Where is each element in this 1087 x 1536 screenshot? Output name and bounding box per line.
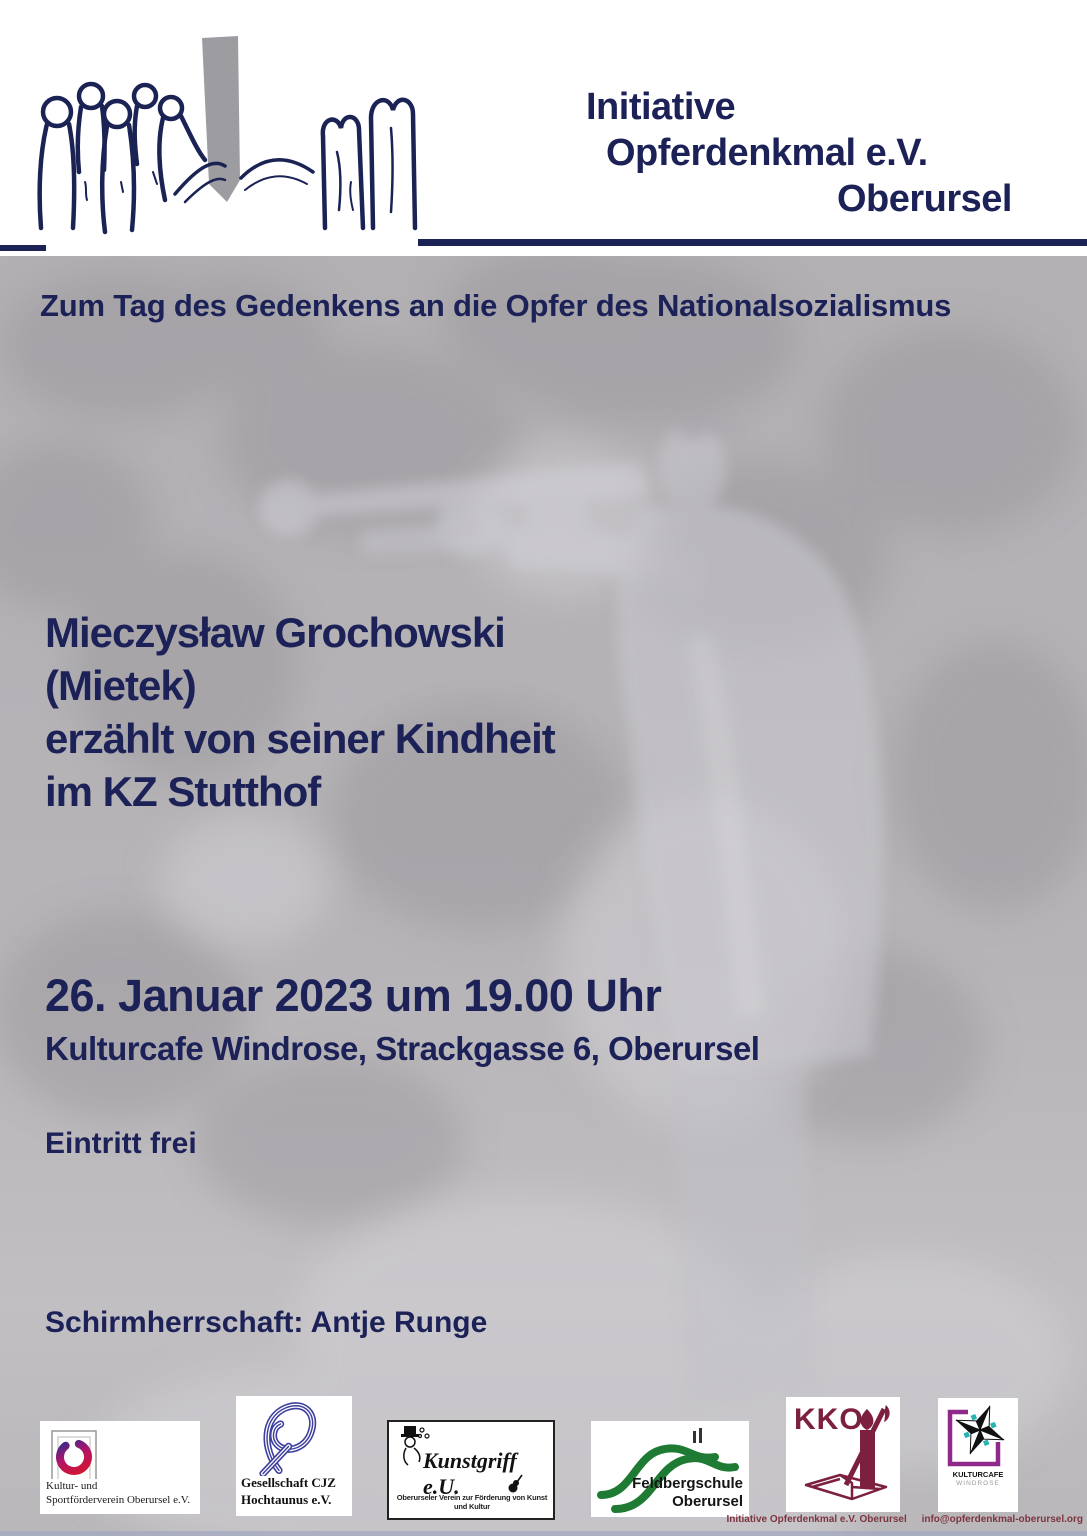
sponsor-logo-cjz	[236, 1396, 352, 1516]
header-rule-right	[418, 239, 1087, 246]
sponsor-logo-feldbergschule	[591, 1421, 749, 1517]
event-title-line-4: im KZ Stutthof	[45, 768, 321, 815]
cjz-label	[241, 1474, 336, 1508]
memorial-day-subtitle: Zum Tag des Gedenkens an die Opfer des Nationalsozialismus	[40, 288, 952, 323]
event-title-line-2: (Mietek)	[45, 662, 196, 709]
footer-org: Initiative Opferdenkmal e.V. Oberursel	[726, 1514, 907, 1525]
feldbergschule-label-line-2: Oberursel	[672, 1493, 743, 1510]
patronage-note: Schirmherrschaft: Antje Runge	[45, 1306, 488, 1339]
feldbergschule-label-line-1: Feldbergschule	[632, 1475, 743, 1492]
org-title-line-2: Opferdenkmal e.V.	[606, 132, 928, 174]
sponsor-logo-kultur-sportfoerderverein	[40, 1421, 200, 1514]
ksv-label-line-1: Kultur- und	[46, 1480, 98, 1492]
header	[0, 0, 1087, 256]
event-datetime: 26. Januar 2023 um 19.00 Uhr	[45, 970, 662, 1021]
kunstgriff-title: Kunstgriff e.U.	[423, 1448, 517, 1499]
kunstgriff-subtitle: Oberurseler Verein zur Förderung von Kunst und Kultur	[396, 1493, 548, 1511]
org-title-line-3: Oberursel	[836, 178, 1012, 220]
footer-email: info@opferdenkmal-oberursel.org	[921, 1514, 1083, 1525]
sponsor-logo-kunstgriff	[387, 1420, 555, 1520]
event-title-line-3: erzählt von seiner Kindheit	[45, 715, 555, 762]
opferdenkmal-monument-logo	[25, 32, 425, 247]
kko-label: KKO	[794, 1403, 864, 1436]
sponsor-logo-kulturcafe-windrose	[938, 1398, 1018, 1512]
bottom-edge-strip	[0, 1531, 1087, 1536]
event-title-line-1: Mieczysław Grochowski	[45, 609, 505, 656]
cjz-ribbon-icon	[250, 1400, 340, 1481]
windrose-compass-icon	[942, 1404, 1014, 1475]
sponsor-logo-kko	[786, 1397, 900, 1512]
org-title	[580, 84, 1016, 222]
ksv-label-line-2: Sportförderverein Oberursel e.V.	[46, 1494, 190, 1506]
cjz-label-line-1: Gesellschaft CJZ	[241, 1475, 336, 1490]
cjz-label-line-2: Hochtaunus e.V.	[241, 1492, 332, 1507]
event-title	[45, 606, 555, 818]
header-rule-left	[0, 245, 46, 251]
footer-contact	[715, 1514, 1083, 1525]
org-title-line-1: Initiative	[586, 86, 736, 128]
monument-sketch-icon	[25, 32, 425, 247]
windrose-label-line-1: KULTURCAFE	[952, 1470, 1004, 1479]
ksv-label	[46, 1479, 190, 1507]
background-photo-trumpeter	[0, 256, 1087, 1536]
windrose-label-line-2: WINDROSE	[956, 1480, 1000, 1487]
admission-note: Eintritt frei	[45, 1127, 197, 1160]
trumpeter-photo-illustration	[0, 256, 1087, 1536]
feldbergschule-label	[632, 1475, 743, 1511]
event-venue: Kulturcafe Windrose, Strackgasse 6, Oberursel	[45, 1030, 760, 1067]
